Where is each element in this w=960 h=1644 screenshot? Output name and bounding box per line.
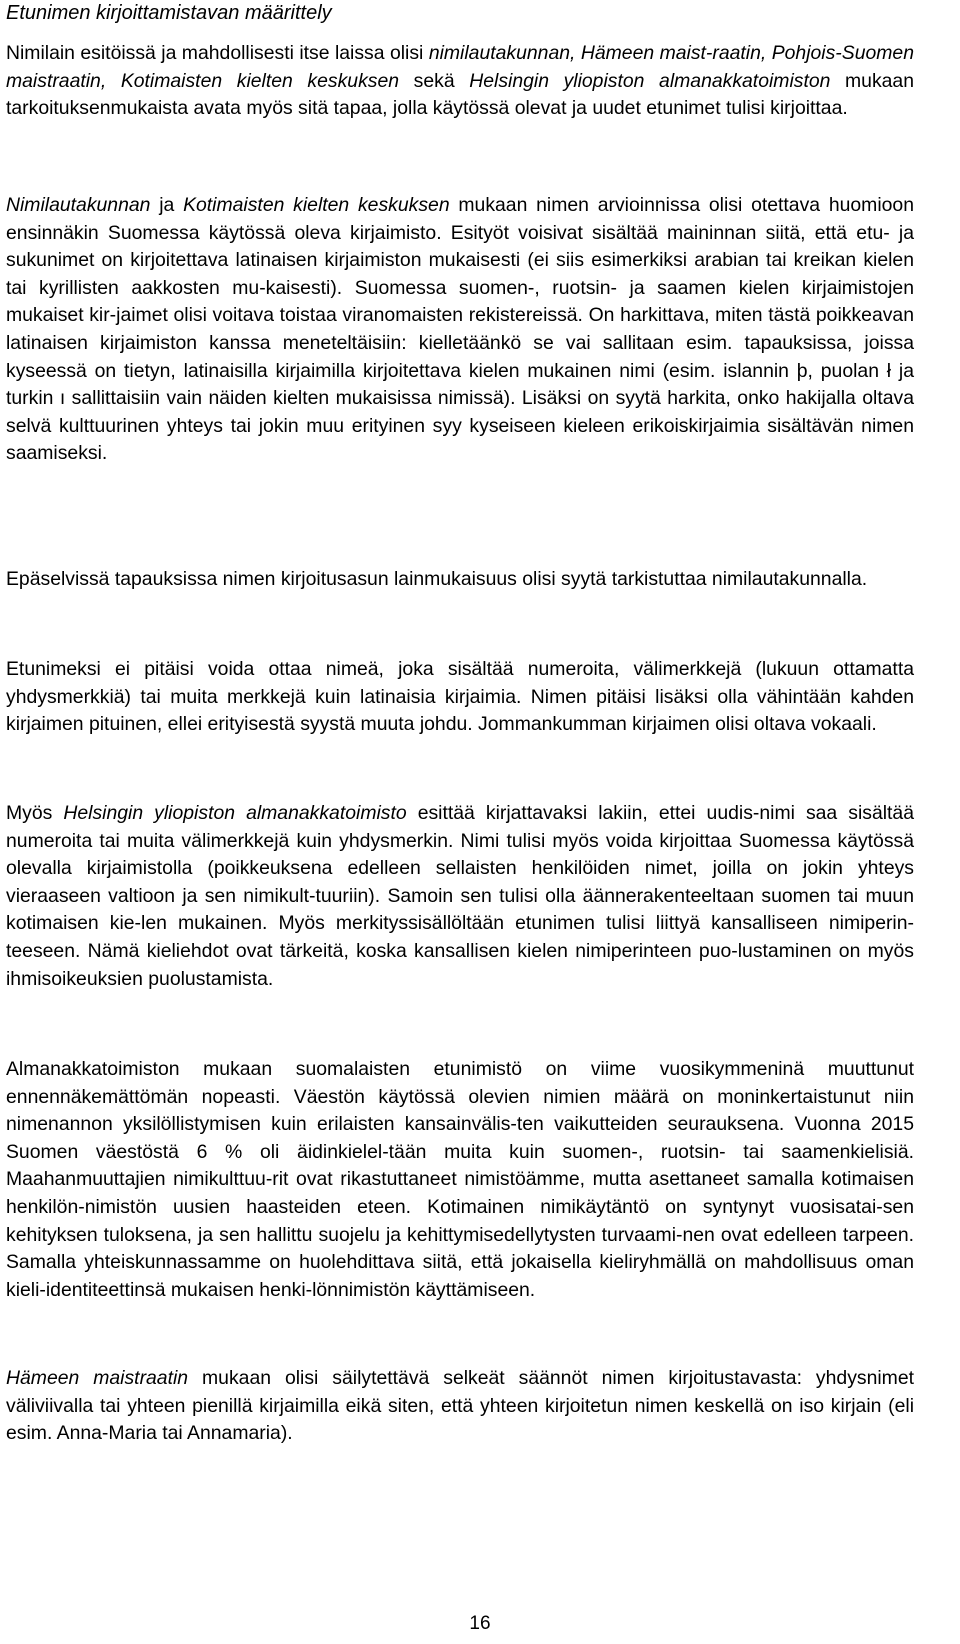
p7-text-1: mukaan olisi säilytettävä selkeät säännöt nimen kirjoitustavasta: yhdysnimet väliviivalla tai yhteen pienillä kirjaimilla eikä siten, että yhteen kirjoitetun nimen keskellä on iso kirjain (eli esim. Anna-Maria tai Annamaria). <box>6 1367 914 1445</box>
paragraph-3: Epäselvissä tapauksissa nimen kirjoitusasun lainmukaisuus olisi syytä tarkistuttaa nimilautakunnalla. <box>6 568 868 590</box>
paragraph-1 <box>6 40 914 123</box>
paragraph-4: Etunimeksi ei pitäisi voida ottaa nimeä, joka sisältää numeroita, välimerkkejä (lukuun ottamatta yhdysmerkkiä) tai muita merkkejä kuin latinaisia kirjaimia. Nimen pitäisi lisäksi olla vähintään kahden kirjaimen pituinen, ellei erityisestä syystä muuta johdu. Jommankumman kirjaimen olisi oltava vokaali. <box>6 658 914 736</box>
p2-italic-kotus: Kotimaisten kielten keskuksen <box>183 194 450 216</box>
p1-italic-sources: nimilautakunnan, Hämeen maist-raatin, Pohjois-Suomen maistraatin, Kotimaisten kielten keskuksen <box>6 42 914 92</box>
p7-italic-hameen: Hämeen maistraatin <box>6 1367 189 1389</box>
paragraph-7 <box>6 1365 914 1448</box>
p1-italic-almanac: Helsingin yliopiston almanakkatoimiston <box>469 69 831 92</box>
paragraph-6: Almanakkatoimiston mukaan suomalaisten etunimistö on viime vuosikymmeninä muuttunut ennennäkemättömän nopeasti. Väestön käytössä olevien nimien määrä on moninkertaistunut niin nimenannon yksilöllistymisen kuin erilaisten kansainvälis-ten vaikutteiden seurauksena. Vuonna 2015 Suomen väestöstä 6 % oli äidinkielel-tään muita kuin suomen-, ruotsin- tai saamenkielisiä. Maahanmuuttajien nimikulttuu-rit ovat rikastuttaneet nimistöämme, mutta asettaneet samalla kotimaisen henkilön-nimistön uusien haasteiden eteen. Kotimainen nimikäytäntö on syntynyt vuosisatai-sen kehityksen tuloksena, ja sen hallittu suojelu ja kehittymisedellytysten turvaami-nen ovat edelleen tarpeen. Samalla yhteiskunnassamme on huolehdittava siitä, että jokaisella kieliryhmällä on mahdollisuus oman kieli-identiteettinsä mukaisen henki-lönnimistön käyttämiseen. <box>6 1058 914 1301</box>
section-heading: Etunimen kirjoittamistavan määrittely <box>6 2 332 24</box>
page-number: 16 <box>469 1613 491 1634</box>
p2-italic-nimilautakunta: Nimilautakunnan <box>6 194 151 216</box>
p5-text-1: Myös <box>6 802 64 824</box>
paragraph-2 <box>6 192 914 468</box>
p1-text-1: Nimilain esitöissä ja mahdollisesti itse laissa olisi <box>6 42 429 64</box>
p5-italic-almanac: Helsingin yliopiston almanakkatoimisto <box>63 802 407 824</box>
paragraph-5 <box>6 800 914 993</box>
p5-text-2: esittää kirjattavaksi lakiin, ettei uudis-nimi saa sisältää numeroita tai muita välimerkkejä kuin yhdysmerkin. Nimi tulisi myös voida kirjoittaa Suomessa käytössä olevalla kirjaimistolla (poikkeuksena edelleen sellaisten henkilöiden nimet, joilla on jokin yhteys vieraaseen valtioon ja sen nimikult-tuuriin). Samoin sen tulisi olla äännerakenteeltaan suomen tai muun kotimaisen kie-len mukainen. Myös merkityssisällöltään etunimen tulisi liittyä kansalliseen nimiperin-teeseen. Nämä kieliehdot ovat tärkeitä, koska kansallisen kielen nimiperinteen puo-lustaminen on myös ihmisoikeuksien puolustamista. <box>6 802 915 990</box>
p2-text-1: ja <box>150 194 184 216</box>
p1-text-3: mukaan tarkoituksenmukaista avata myös sitä tapaa, jolla käytössä olevat ja uudet etunimet tulisi kirjoittaa. <box>6 69 915 120</box>
p2-text-2: mukaan nimen arvioinnissa olisi otettava huomioon ensinnäkin Suomessa käytössä oleva kirjaimisto. Esityöt voisivat sisältää maininnan siitä, että etu- ja sukunimet on kirjoitettava latinaisen kirjaimiston mukaisesti (ei siis esimerkiksi arabian tai kreikan kielen tai kyrillisten aakkosten mu-kaisesti). Suomessa suomen-, ruotsin- ja saamen kielen kirjaimistojen mukaiset kir-jaimet olisi voitava toistaa viranomaisten rekistereissä. On harkittava, miten tästä poikkeavan latinaisen kirjaimiston kanssa meneteltäisiin: kielletäänkö se vai sallitaan esim. tapauksissa, joissa kyseessä on tietyn, latinaisilla kirjaimilla kirjoitettava kielen mukainen nimi (esim. islannin þ, puolan ł ja turkin ı sallittaisiin vain näiden kielten mukaisissa nimissä). Lisäksi on syytä harkita, onko hakijalla oltava selvä kulttuurinen yhteys tai jokin muu erityinen syy kyseiseen kieleen erikoiskirjaimia sisältävän nimen saamiseksi. <box>6 194 914 465</box>
p1-text-2: sekä <box>399 69 470 92</box>
